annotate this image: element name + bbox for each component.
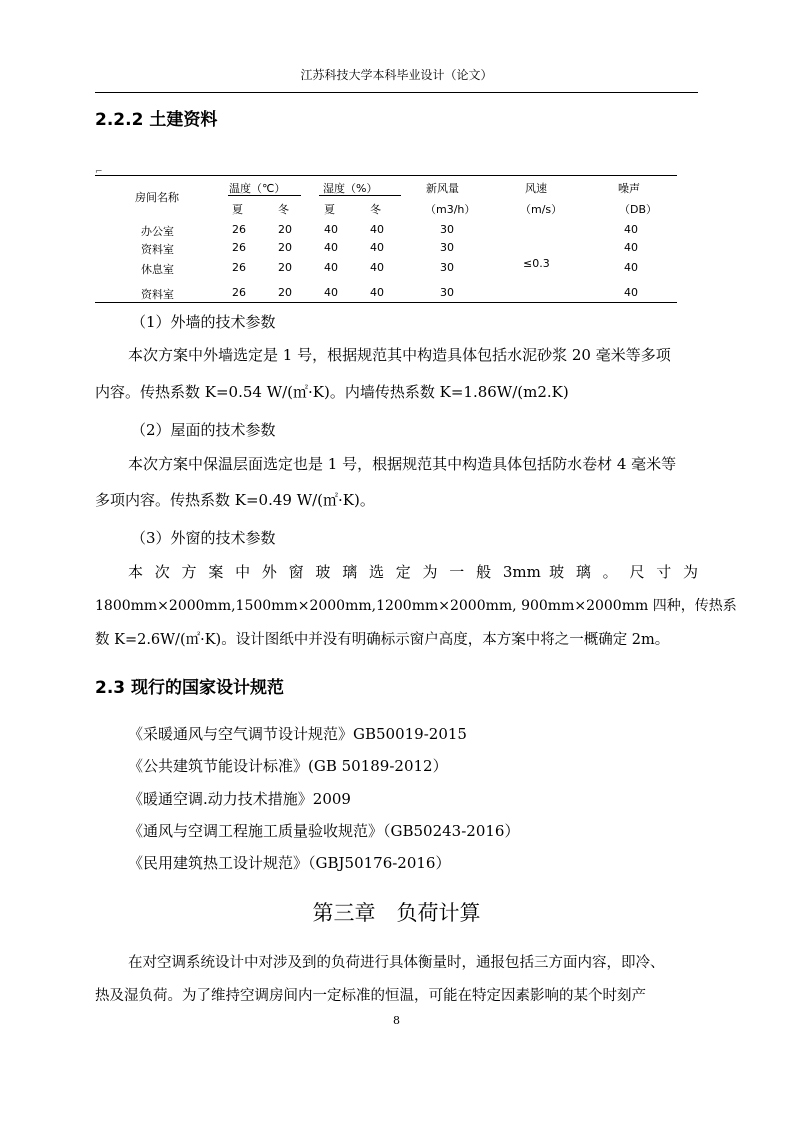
header-room: 房间名称 xyxy=(135,191,179,204)
table-cell: 40 xyxy=(370,223,384,236)
table-cell: 30 xyxy=(440,261,454,274)
chapter-paragraph-line: 热及湿负荷。为了维持空调房间内一定标准的恒温，可能在特定因素影响的某个时刻产 xyxy=(95,988,646,1004)
table-cell: 40 xyxy=(370,261,384,274)
header-fresh-air-unit: （m3/h） xyxy=(425,203,476,216)
header-fresh-air: 新风量 xyxy=(426,182,459,195)
table-cell: 26 xyxy=(232,241,246,254)
table-cell: 20 xyxy=(278,261,292,274)
header-summer-temp: 夏 xyxy=(232,203,243,216)
standard-item: 《暖通空调.动力技术措施》2009 xyxy=(128,790,351,808)
table-cell: 30 xyxy=(440,223,454,236)
page-number: 8 xyxy=(393,1014,400,1027)
table-cell: 40 xyxy=(324,241,338,254)
table-bottom-border xyxy=(95,302,677,303)
roof-paragraph-line: 本次方案中保温层面选定也是 1 号，根据规范其中构造具体包括防水卷材 4 毫米等 xyxy=(128,455,677,473)
window-paragraph-line: 数 K=2.6W/(㎡·K)。设计图纸中并没有明确标示窗户高度，本方案中将之一概确定 2m。 xyxy=(95,632,670,648)
header-rule xyxy=(95,92,698,93)
table-cell: 30 xyxy=(440,241,454,254)
table-cell: 40 xyxy=(324,286,338,299)
table-anchor-mark: ⌐ xyxy=(95,167,103,177)
section-heading-2-3: 2.3 现行的国家设计规范 xyxy=(95,678,285,698)
table-cell: 40 xyxy=(624,261,638,274)
table-row-name: 休息室 xyxy=(141,263,174,276)
window-heading: （3）外窗的技术参数 xyxy=(131,529,276,547)
chapter-paragraph-line: 在对空调系统设计中对涉及到的负荷进行具体衡量时，通报包括三方面内容，即冷、 xyxy=(128,955,665,971)
table-cell: 40 xyxy=(370,241,384,254)
header-noise: 噪声 xyxy=(618,182,640,195)
wall-heading: （1）外墙的技术参数 xyxy=(131,313,276,331)
standard-item: 《采暖通风与空气调节设计规范》GB50019-2015 xyxy=(128,725,467,743)
table-cell: 26 xyxy=(232,286,246,299)
header-winter-temp: 冬 xyxy=(278,203,289,216)
chapter-title: 第三章 负荷计算 xyxy=(312,901,481,925)
table-row-name: 资料室 xyxy=(141,288,174,301)
section-heading-2-2-2: 2.2.2 土建资料 xyxy=(95,110,218,130)
wall-paragraph-line: 本次方案中外墙选定是 1 号，根据规范其中构造具体包括水泥砂浆 20 毫米等多项 xyxy=(128,346,671,364)
window-paragraph-line: 本 次 方 案 中 外 窗 玻 璃 选 定 为 一 般 3mm 玻 璃 。 尺 寸 为 xyxy=(128,563,698,581)
table-cell: 40 xyxy=(624,223,638,236)
roof-heading: （2）屋面的技术参数 xyxy=(131,421,276,439)
table-cell: 40 xyxy=(324,223,338,236)
table-top-border xyxy=(95,175,677,176)
window-paragraph-line: 1800mm×2000mm,1500mm×2000mm,1200mm×2000mm, 900mm×2000mm 四种，传热系 xyxy=(95,598,737,614)
header-winter-humidity: 冬 xyxy=(370,203,381,216)
standard-item: 《民用建筑热工设计规范》（GBJ50176-2016） xyxy=(128,854,451,872)
room-parameters-table xyxy=(95,167,677,305)
wall-paragraph-line: 内容。传热系数 K=0.54 W/(㎡·K)。内墙传热系数 K=1.86W/(m2.K) xyxy=(95,383,569,401)
table-cell: 40 xyxy=(624,286,638,299)
header-wind: 风速 xyxy=(525,182,547,195)
page-header: 江苏科技大学本科毕业设计（论文） xyxy=(300,68,493,82)
header-noise-unit: （DB） xyxy=(619,203,658,216)
standard-item: 《公共建筑节能设计标准》(GB 50189-2012） xyxy=(128,757,448,775)
header-wind-unit: （m/s） xyxy=(520,203,563,216)
table-cell: 20 xyxy=(278,223,292,236)
header-summer-humidity: 夏 xyxy=(324,203,335,216)
table-cell: 20 xyxy=(278,286,292,299)
header-humidity: 湿度（%） xyxy=(323,182,378,195)
header-temp: 温度（℃） xyxy=(229,182,286,195)
table-cell: 26 xyxy=(232,261,246,274)
table-cell: 40 xyxy=(624,241,638,254)
table-row-name: 办公室 xyxy=(141,225,174,238)
roof-paragraph-line: 多项内容。传热系数 K=0.49 W/(㎡·K)。 xyxy=(95,491,375,509)
table-cell: 26 xyxy=(232,223,246,236)
wind-speed-value: ≤0.3 xyxy=(523,257,550,270)
standard-item: 《通风与空调工程施工质量验收规范》（GB50243-2016） xyxy=(128,822,520,840)
table-cell: 30 xyxy=(440,286,454,299)
table-cell: 40 xyxy=(370,286,384,299)
table-cell: 20 xyxy=(278,241,292,254)
table-row-name: 资料室 xyxy=(141,243,174,256)
table-cell: 40 xyxy=(324,261,338,274)
